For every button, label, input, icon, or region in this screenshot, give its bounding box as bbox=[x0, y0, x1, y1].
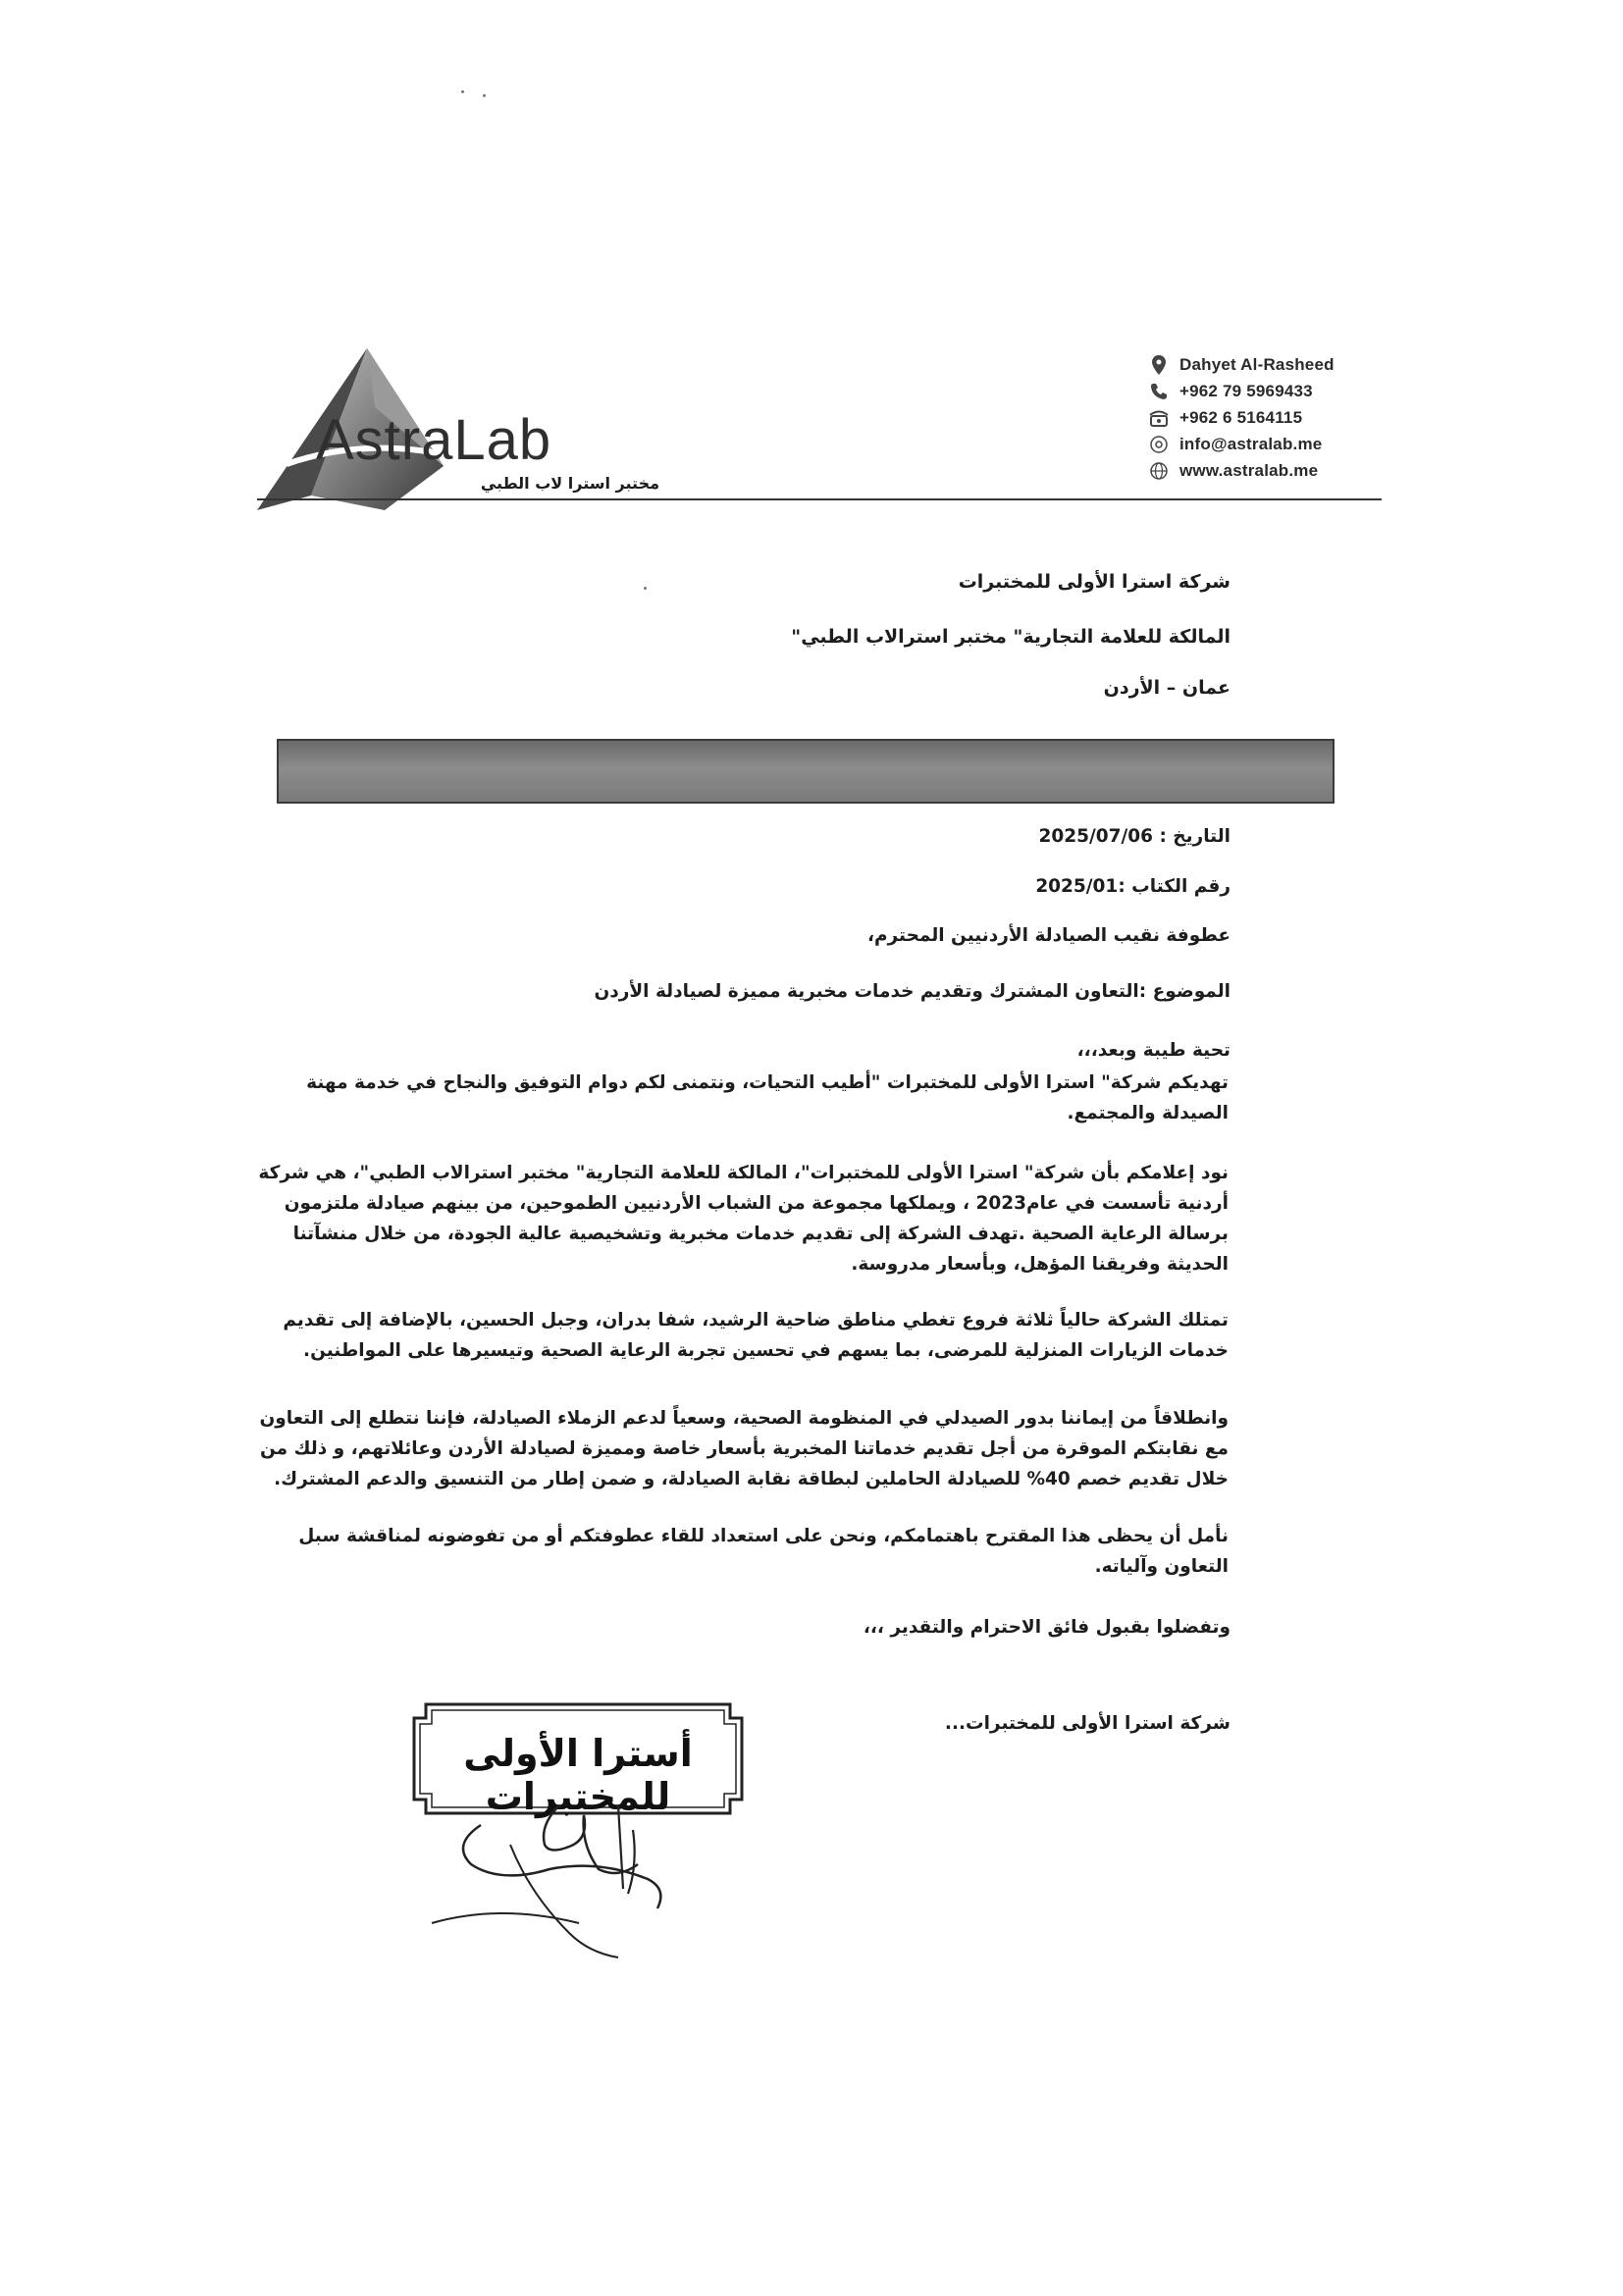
contact-address bbox=[1148, 351, 1403, 378]
contact-website-text: www.astralab.me bbox=[1179, 460, 1319, 480]
paragraph-company-intro: نود إعلامكم بأن شركة" استرا الأولى للمختبرات"، المالكة للعلامة التجارية" مختبر استرالاب الطبي"، هي شركة أردنية تأسست في عام2023 ، ويملكها مجموعة من الشباب الأردنيين الطموحين، من بينهم صيادلة ملتزمون برسالة الرعاية الصحية .تهدف الشركة إلى تقديم خدمات مخبرية وتشخيصية عالية الجودة، من خلال منشآتنا الحديثة وفريقنا المؤهل، وبأسعار مدروسة. bbox=[258, 1163, 1229, 1275]
globe-icon bbox=[1148, 460, 1170, 482]
paragraph-meeting-request: نأمل أن يحظى هذا المقترح باهتمامكم، ونحن على استعداد للقاء عطوفتكم أو من تفوضونه لمناقشة سبل التعاون وآلياته. bbox=[298, 1526, 1229, 1577]
paragraph-cooperation-offer: وانطلاقاً من إيماننا بدور الصيدلي في المنظومة الصحية، وسعياً لدعم الزملاء الصيادلة، فإننا نتطلع إلى التعاون مع نقابتكم الموقرة من أجل تقديم خدماتنا المخبرية بأسعار خاصة ومميزة لصيادلة الأردن وعائلاتهم، و ذلك من خلال تقديم خصم 40% للصيادلة الحاملين لبطاقة نقابة الصيادلة، و ضمن إطار من التنسيق والدعم المشترك. bbox=[259, 1408, 1229, 1489]
signature-scribble bbox=[412, 1786, 707, 1962]
contact-mobile-text: +962 79 5969433 bbox=[1179, 381, 1313, 400]
letter-closing: وتفضلوا بقبول فائق الاحترام والتقدير ،،، bbox=[863, 1617, 1230, 1638]
contact-mobile bbox=[1148, 378, 1403, 404]
addressee-trademark: المالكة للعلامة التجارية" مختبر استرالاب الطبي" bbox=[791, 626, 1230, 648]
contact-email bbox=[1148, 431, 1403, 457]
handwritten-signature bbox=[412, 1786, 707, 1962]
contact-landline bbox=[1148, 404, 1403, 431]
letter-reference: رقم الكتاب :2025/01 bbox=[1035, 876, 1230, 897]
letter-signoff: شركة استرا الأولى للمختبرات... bbox=[944, 1713, 1230, 1734]
stamp-text: أسترا الأولى للمختبرات bbox=[463, 1732, 693, 1818]
header-divider bbox=[257, 498, 1382, 500]
logo-arabic-subtitle: مختبر استرا لاب الطبي bbox=[480, 474, 659, 493]
contact-block bbox=[1148, 351, 1403, 484]
location-pin-icon bbox=[1148, 354, 1170, 376]
email-icon bbox=[1148, 434, 1170, 455]
contact-website bbox=[1148, 457, 1403, 484]
landline-phone-icon bbox=[1148, 407, 1170, 429]
letter-recipient: عطوفة نقيب الصيادلة الأردنيين المحترم، bbox=[866, 925, 1230, 946]
logo-brand-text: AstraLab bbox=[316, 408, 552, 472]
mobile-phone-icon bbox=[1148, 381, 1170, 402]
contact-landline-text: +962 6 5164115 bbox=[1179, 407, 1303, 427]
letter-subject: الموضوع :التعاون المشترك وتقديم خدمات مخبرية مميزة لصيادلة الأردن bbox=[594, 981, 1230, 1002]
grey-banner bbox=[277, 739, 1335, 804]
astralab-logo bbox=[257, 348, 669, 515]
addressee-city: عمان – الأردن bbox=[1103, 677, 1230, 699]
contact-address-text: Dahyet Al-Rasheed bbox=[1179, 354, 1335, 374]
scan-speck bbox=[644, 587, 647, 590]
letter-greeting: تحية طيبة وبعد،،، bbox=[1076, 1040, 1230, 1061]
addressee-company: شركة استرا الأولى للمختبرات bbox=[958, 571, 1230, 593]
scan-speck bbox=[461, 90, 464, 93]
contact-email-text: info@astralab.me bbox=[1179, 434, 1323, 453]
paragraph-branches: تمتلك الشركة حالياً ثلاثة فروع تغطي مناطق ضاحية الرشيد، شفا بدران، وجبل الحسين، بالإضافة إلى تقديم خدمات الزيارات المنزلية للمرضى، بما يسهم في تحسين تجربة الرعاية الصحية وتيسيرها على المواطنين. bbox=[283, 1310, 1229, 1361]
scan-speck bbox=[483, 94, 486, 97]
letter-date: التاريخ : 2025/07/06 bbox=[1038, 826, 1230, 847]
paragraph-greeting: تهديكم شركة" استرا الأولى للمختبرات "أطيب التحيات، ونتمنى لكم دوام التوفيق والنجاح في خدمة مهنة الصيدلة والمجتمع. bbox=[306, 1072, 1229, 1123]
